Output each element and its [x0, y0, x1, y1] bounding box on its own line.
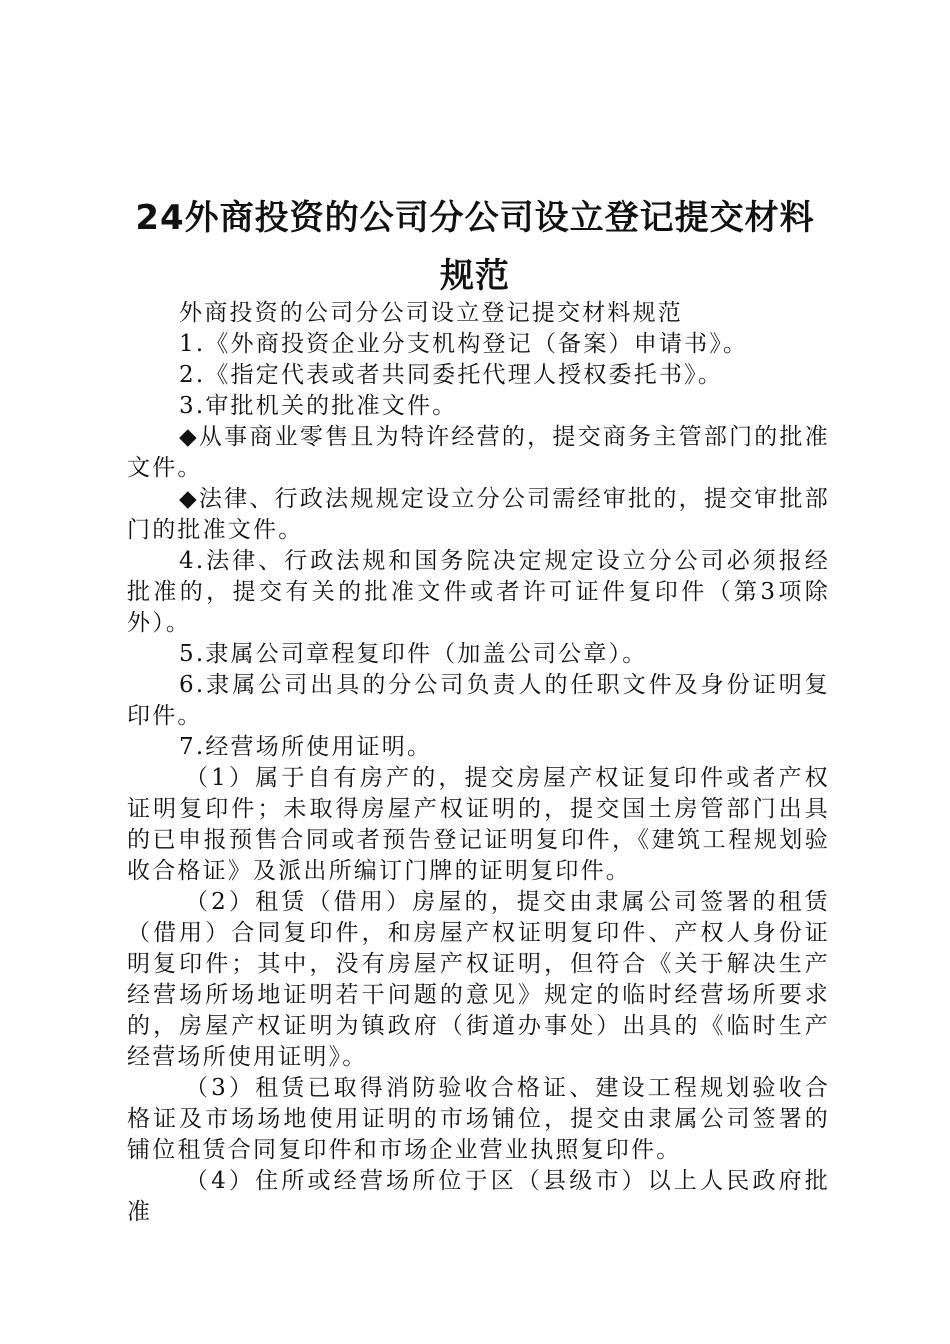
paragraph-item-5: 5.隶属公司章程复印件（加盖公司公章）。 — [179, 641, 648, 667]
paragraph-subtitle: 外商投资的公司分公司设立登记提交材料规范 — [179, 300, 683, 326]
document-body — [127, 298, 830, 1228]
paragraph-subitem-1: （1）属于自有房产的，提交房屋产权证复印件或者产权证明复印件；未取得房屋产权证明的，提交国土房管部门出具的已申报预售合同或者预告登记证明复印件，《建筑工程规划验收合格证》及派出所编订门牌的证明复印件。 — [127, 765, 830, 884]
paragraph-item-6: 6.隶属公司出具的分公司负责人的任职文件及身份证明复印件。 — [127, 672, 830, 729]
paragraph-subitem-2: （2）租赁（借用）房屋的，提交由隶属公司签署的租赁（借用）合同复印件，和房屋产权证明复印件、产权人身份证明复印件；其中，没有房屋产权证明，但符合《关于解决生产经营场所场地证明若干问题的意见》规定的临时经营场所要求的，房屋产权证明为镇政府（街道办事处）出具的《临时生产经营场所使用证明》。 — [127, 889, 830, 1070]
paragraph-subitem-4: （4）住所或经营场所位于区（县级市）以上人民政府批准 — [127, 1168, 830, 1225]
paragraph-item-4: 4.法律、行政法规和国务院决定规定设立分公司必须报经批准的，提交有关的批准文件或者许可证件复印件（第3项除外）。 — [127, 548, 830, 636]
paragraph-bullet-1: ◆从事商业零售且为特许经营的，提交商务主管部门的批准文件。 — [127, 424, 830, 481]
document-title-line-1: 24外商投资的公司分公司设立登记提交材料 — [135, 198, 815, 238]
paragraph-item-7: 7.经营场所使用证明。 — [179, 734, 433, 760]
document-title-line-2: 规范 — [440, 256, 510, 296]
paragraph-item-2: 2.《指定代表或者共同委托代理人授权委托书》。 — [179, 362, 724, 388]
paragraph-bullet-2: ◆法律、行政法规规定设立分公司需经审批的，提交审批部门的批准文件。 — [127, 486, 830, 543]
paragraph-item-3: 3.审批机关的批准文件。 — [179, 393, 458, 419]
paragraph-subitem-3: （3）租赁已取得消防验收合格证、建设工程规划验收合格证及市场场地使用证明的市场铺位，提交由隶属公司签署的铺位租赁合同复印件和市场企业营业执照复印件。 — [127, 1075, 830, 1163]
paragraph-item-1: 1.《外商投资企业分支机构登记（备案）申请书》。 — [179, 331, 749, 357]
